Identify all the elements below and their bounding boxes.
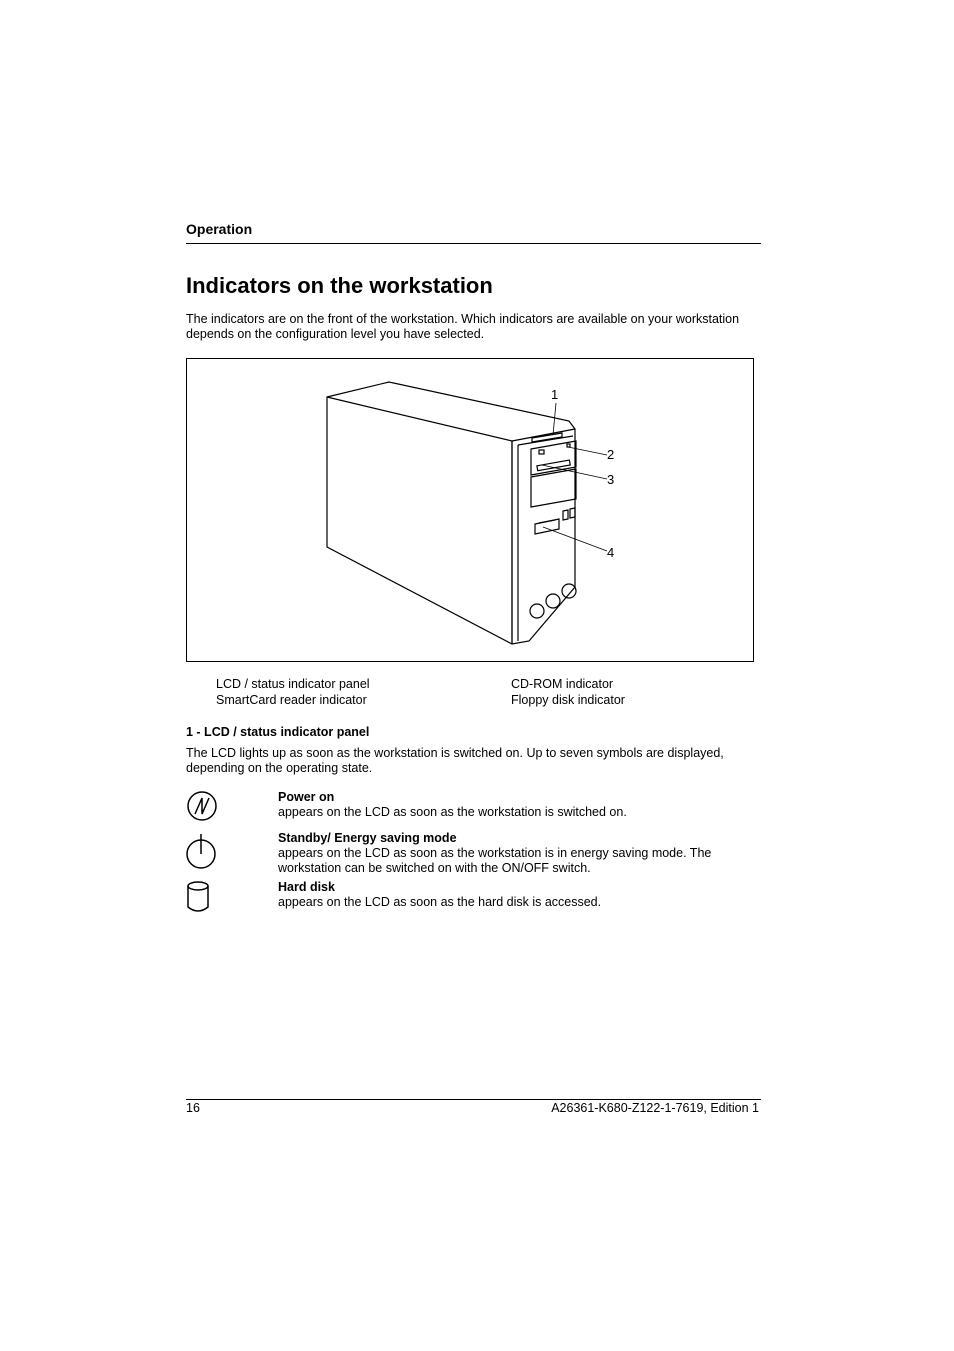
page-title: Indicators on the workstation: [186, 273, 493, 298]
symbol-description: appears on the LCD as soon as the workstation is switched on.: [278, 805, 627, 819]
workstation-figure: [186, 358, 754, 662]
header-rule: [186, 243, 761, 244]
hard-disk-icon: [186, 880, 212, 919]
legend-item-lcd: LCD / status indicator panel: [216, 677, 370, 691]
symbol-description: appears on the LCD as soon as the workstation is in energy saving mode. The workstation can be switched on with the ON/OFF switch.: [278, 846, 712, 875]
callout-4: 4: [607, 545, 615, 560]
callout-1: 1: [551, 387, 559, 402]
legend-item-smartcard: SmartCard reader indicator: [216, 693, 367, 707]
standby-icon: [186, 832, 218, 877]
workstation-drawing: [187, 359, 753, 661]
symbol-label: Hard disk: [278, 880, 335, 894]
legend-item-floppy: Floppy disk indicator: [511, 693, 625, 707]
symbol-label: Power on: [278, 790, 335, 804]
intro-paragraph: The indicators are on the front of the workstation. Which indicators are available on your workstation depends on the configuration level you have selected.: [186, 312, 740, 341]
document-id: A26361-K680-Z122-1-7619, Edition 1: [551, 1101, 759, 1115]
callout-3: 3: [607, 472, 615, 487]
footer-rule: [186, 1099, 761, 1100]
legend-item-cdrom: CD-ROM indicator: [511, 677, 614, 691]
page-number: 16: [186, 1101, 200, 1115]
section-header: Operation: [186, 221, 253, 237]
lcd-section-heading: 1 - LCD / status indicator panel: [186, 725, 370, 739]
symbol-power-on: [278, 790, 758, 820]
symbol-standby: [278, 831, 758, 876]
symbol-hard-disk: [278, 880, 758, 910]
symbol-label: Standby/ Energy saving mode: [278, 831, 457, 845]
symbol-description: appears on the LCD as soon as the hard disk is accessed.: [278, 895, 602, 909]
callout-2: 2: [607, 447, 615, 462]
power-on-icon: [186, 790, 218, 827]
lcd-section-text: The LCD lights up as soon as the workstation is switched on. Up to seven symbols are displayed, depending on the operating state.: [186, 746, 724, 775]
